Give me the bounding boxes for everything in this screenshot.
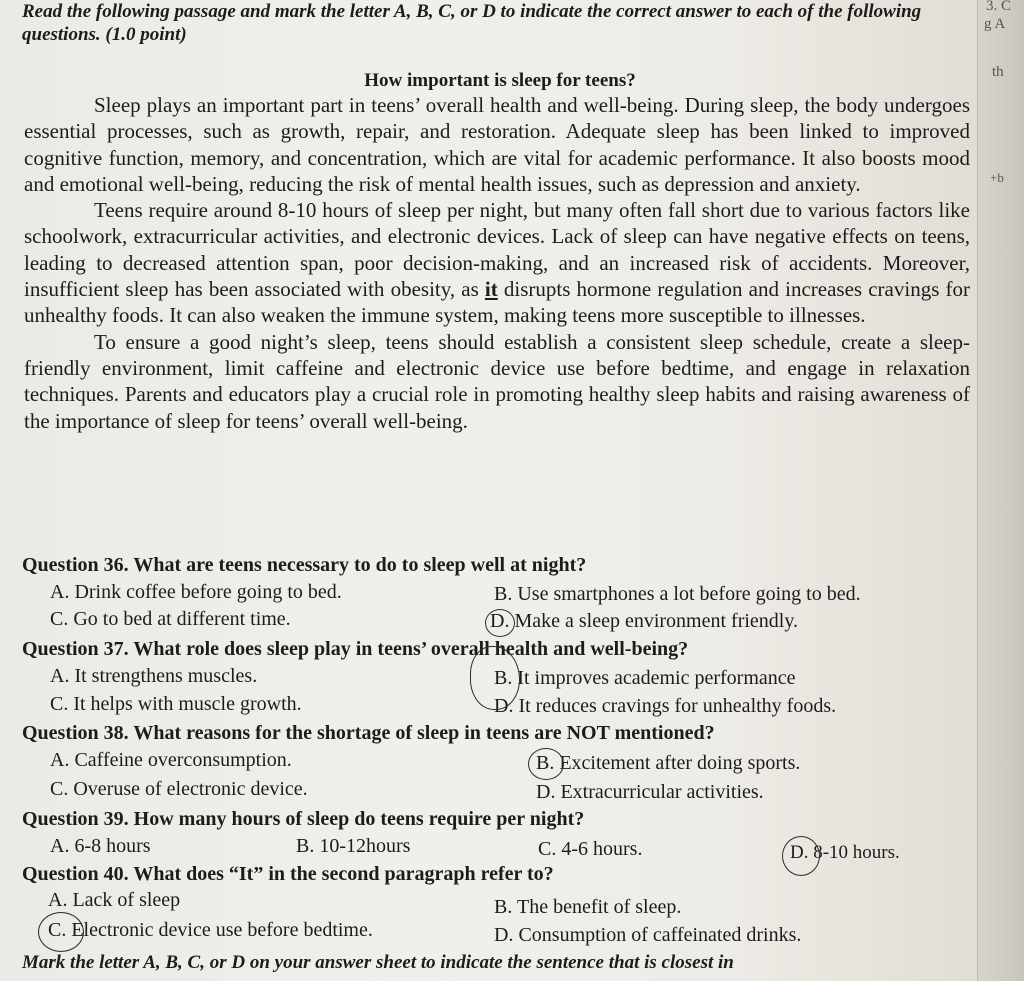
q38-option-b[interactable]: B. Excitement after doing sports. [536, 752, 801, 774]
answer-mark-circle [38, 912, 84, 952]
answer-mark-circle [528, 748, 564, 780]
q39-option-c[interactable]: C. 4-6 hours. [538, 838, 643, 860]
q40-option-a[interactable]: A. Lack of sleep [48, 889, 181, 911]
q37-option-c[interactable]: C. It helps with muscle growth. [50, 693, 302, 715]
q37-option-d[interactable]: D. It reduces cravings for unhealthy foods. [494, 695, 837, 717]
answer-mark-circle [470, 646, 520, 710]
side-fragment: +b [990, 170, 1004, 185]
side-fragment: th [992, 64, 1004, 80]
q38-option-d[interactable]: D. Extracurricular activities. [536, 781, 764, 803]
question-38: Question 38. What reasons for the shortage of sleep in teens are NOT mentioned? [22, 722, 715, 744]
q39-option-d[interactable]: D. 8-10 hours. [790, 842, 900, 863]
paragraph-2: Teens require around 8-10 hours of sleep per night, but many often fall short due to various factors like schoolwork, extracurricular activities, and electronic devices. Lack of sleep can have negative effects on teens, leading to decreased attention span, poor decision-making, and an increased risk of accidents. Moreover, insufficient sleep has been associated with obesity, as it disrupts hormone regulation and increases cravings for unhealthy foods. It can also weaken the immune system, making teens more susceptible to illnesses. [24, 198, 970, 328]
side-fragment: 3. C [986, 0, 1012, 14]
q37-option-a[interactable]: A. It strengthens muscles. [50, 665, 258, 687]
question-36: Question 36. What are teens necessary to do to sleep well at night? [22, 554, 587, 576]
q39-option-b[interactable]: B. 10-12hours [296, 835, 411, 857]
q40-option-b[interactable]: B. The benefit of sleep. [494, 896, 682, 918]
q37-option-b[interactable]: B. It improves academic performance [494, 667, 796, 689]
side-fragment: g A [984, 16, 1006, 32]
passage-title: How important is sleep for teens? [364, 70, 636, 91]
reading-passage [24, 92, 970, 434]
question-40: Question 40. What does “It” in the second paragraph refer to? [22, 863, 554, 885]
q39-option-a[interactable]: A. 6-8 hours [50, 835, 151, 857]
q36-option-d[interactable]: D. Make a sleep environment friendly. [490, 610, 799, 632]
next-instructions: Mark the letter A, B, C, or D on your answer sheet to indicate the sentence that is closest in [22, 952, 734, 973]
q40-option-d[interactable]: D. Consumption of caffeinated drinks. [494, 924, 802, 946]
question-39: Question 39. How many hours of sleep do teens require per night? [22, 808, 585, 830]
q36-option-b[interactable]: B. Use smartphones a lot before going to bed. [494, 583, 861, 605]
question-37: Question 37. What role does sleep play in teens’ overall health and well-being? [22, 638, 689, 660]
q36-option-c[interactable]: C. Go to bed at different time. [50, 608, 291, 630]
answer-mark-circle [485, 609, 515, 637]
q38-option-a[interactable]: A. Caffeine overconsumption. [50, 749, 292, 771]
underlined-word: it [484, 277, 498, 302]
q36-option-a[interactable]: A. Drink coffee before going to bed. [50, 581, 342, 603]
q40-option-c[interactable]: C. Electronic device use before bedtime. [48, 919, 373, 941]
paragraph-3: To ensure a good night’s sleep, teens should establish a consistent sleep schedule, create a sleep-friendly environment, limit caffeine and electronic device use before bedtime, and engage in relaxation techniques. Parents and educators play a crucial role in promoting healthy sleep habits and raising awareness of the importance of sleep for teens’ overall well-being. [24, 329, 970, 433]
instructions: Read the following passage and mark the letter A, B, C, or D to indicate the correct answer to each of the following questions. (1.0 point) [22, 1, 922, 45]
q38-option-c[interactable]: C. Overuse of electronic device. [50, 778, 308, 800]
adjacent-page-edge [977, 0, 1024, 981]
paragraph-1: Sleep plays an important part in teens’ overall health and well-being. During sleep, the body undergoes essential processes, such as growth, repair, and restoration. Adequate sleep has been linked to improved cognitive function, memory, and concentration, which are vital for academic performance. It also boosts mood and emotional well-being, reducing the risk of mental health issues, such as depression and anxiety. [24, 93, 970, 196]
